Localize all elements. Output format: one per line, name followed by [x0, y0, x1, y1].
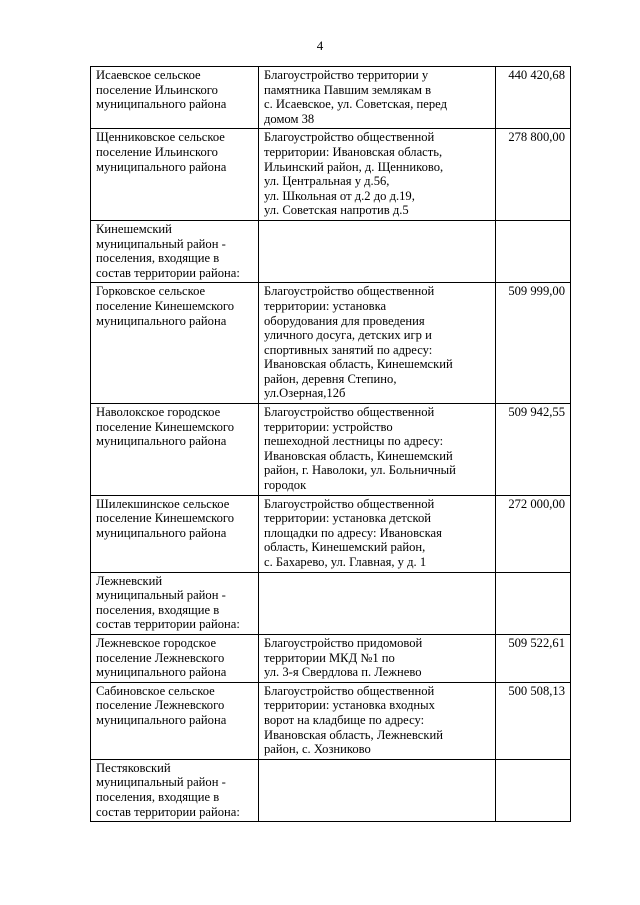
municipality-line: поселение Лежневского: [96, 650, 225, 665]
municipality-line: муниципального района: [96, 525, 227, 540]
municipality-line: поселения, входящие в: [96, 789, 220, 804]
description-line: с. Исаевское, ул. Советская, перед: [264, 97, 447, 112]
description-line: район, г. Наволоки, ул. Больничный: [264, 463, 456, 478]
description-cell: [259, 220, 496, 282]
description-cell: [259, 129, 496, 221]
municipality-cell: [91, 129, 259, 221]
description-line: территории: устройство: [264, 419, 393, 434]
municipality-line: поселение Лежневского: [96, 698, 225, 713]
description-line: Благоустройство общественной: [264, 284, 435, 299]
table-row: [91, 67, 571, 129]
description-cell: [259, 682, 496, 759]
table-row: [91, 404, 571, 496]
description-cell: [259, 67, 496, 129]
municipality-cell: [91, 682, 259, 759]
municipality-line: Наволокское городское: [96, 405, 221, 420]
table-row: [91, 759, 571, 821]
amount-cell: 278 800,00: [496, 129, 571, 221]
municipality-line: поселение Кинешемского: [96, 511, 235, 526]
description-line: Благоустройство придомовой: [264, 635, 423, 650]
description-cell: [259, 404, 496, 496]
table-row: [91, 220, 571, 282]
description-line: с. Бахарево, ул. Главная, у д. 1: [264, 555, 427, 569]
description-line: площадки по адресу: Ивановская: [264, 525, 442, 540]
municipality-line: муниципального района: [96, 665, 227, 680]
description-line: Благоустройство общественной: [264, 496, 435, 511]
municipality-cell: [91, 67, 259, 129]
description-line: Благоустройство общественной: [264, 683, 435, 698]
description-line: ул. Центральная у д.56,: [264, 174, 390, 189]
amount-cell: 509 942,55: [496, 404, 571, 496]
description-line: Благоустройство общественной: [264, 405, 435, 420]
description-line: Ивановская область, Кинешемский: [264, 448, 453, 463]
table-row: [91, 634, 571, 682]
table-row: [91, 682, 571, 759]
description-line: район, с. Хозниково: [264, 742, 371, 757]
description-line: ул. Школьная от д.2 до д.19,: [264, 188, 415, 203]
amount-cell: 509 999,00: [496, 283, 571, 404]
description-line: Ивановская область, Лежневский: [264, 727, 443, 742]
table-row: [91, 283, 571, 404]
amount-cell: [496, 572, 571, 634]
page-number: 4: [316, 38, 324, 53]
municipality-line: Кинешемский: [96, 221, 172, 236]
municipality-line: муниципального района: [96, 434, 227, 449]
description-line: домом 38: [264, 111, 315, 126]
municipality-line: поселение Кинешемского: [96, 298, 235, 313]
amount-cell: 272 000,00: [496, 495, 571, 572]
municipality-line: Исаевское сельское: [96, 68, 201, 82]
municipality-line: поселения, входящие в: [96, 602, 220, 617]
municipality-cell: [91, 572, 259, 634]
table-row: [91, 129, 571, 221]
municipality-line: поселения, входящие в: [96, 251, 220, 266]
description-line: ул.Озерная,12б: [264, 386, 346, 401]
municipality-cell: [91, 495, 259, 572]
description-line: район, деревня Степино,: [264, 371, 397, 386]
municipality-line: Лежневское городское: [96, 635, 217, 650]
description-line: оборудования для проведения: [264, 313, 425, 328]
description-line: территории: Ивановская область,: [264, 144, 443, 159]
amount-cell: 500 508,13: [496, 682, 571, 759]
description-cell: [259, 759, 496, 821]
municipality-line: Сабиновское сельское: [96, 683, 215, 698]
description-line: ул. 3-я Свердлова п. Лежнево: [264, 665, 422, 680]
municipality-cell: [91, 283, 259, 404]
municipality-line: поселение Ильинского: [96, 82, 218, 97]
table-body: [91, 67, 571, 822]
municipality-line: муниципального района: [96, 97, 227, 112]
municipality-line: поселение Ильинского: [96, 144, 218, 159]
description-line: городок: [264, 478, 307, 493]
municipality-cell: [91, 404, 259, 496]
municipality-cell: [91, 220, 259, 282]
table-row: [91, 495, 571, 572]
description-line: спортивных занятий по адресу:: [264, 342, 433, 357]
description-line: Ильинский район, д. Щенниково,: [264, 159, 444, 174]
municipality-line: муниципального района: [96, 313, 227, 328]
municipality-line: муниципальный район -: [96, 236, 226, 251]
description-cell: [259, 283, 496, 404]
municipality-cell: [91, 634, 259, 682]
description-line: территории: установка детской: [264, 511, 432, 526]
municipality-line: Щенниковское сельское: [96, 130, 225, 145]
municipality-line: Шилекшинское сельское: [96, 496, 230, 511]
municipality-line: Пестяковский: [96, 760, 171, 775]
description-line: уличного досуга, детских игр и: [264, 328, 432, 343]
table-row: [91, 572, 571, 634]
description-cell: [259, 572, 496, 634]
description-line: ворот на кладбище по адресу:: [264, 712, 425, 727]
amount-cell: [496, 220, 571, 282]
description-line: памятника Павшим землякам в: [264, 82, 432, 97]
description-line: Благоустройство территории у: [264, 68, 429, 82]
description-line: территории: установка входных: [264, 698, 435, 713]
municipality-line: состав территории района:: [96, 804, 240, 819]
description-line: территории: установка: [264, 298, 387, 313]
description-line: территории МКД №1 по: [264, 650, 395, 665]
municipality-line: Горковское сельское: [96, 284, 206, 299]
municipality-line: Лежневский: [96, 573, 163, 588]
municipality-line: муниципальный район -: [96, 775, 226, 790]
description-line: пешеходной лестницы по адресу:: [264, 434, 444, 449]
amount-cell: 440 420,68: [496, 67, 571, 129]
municipality-line: муниципального района: [96, 159, 227, 174]
description-line: Ивановская область, Кинешемский: [264, 357, 453, 372]
municipality-line: поселение Кинешемского: [96, 419, 235, 434]
municipality-line: муниципального района: [96, 712, 227, 727]
description-cell: [259, 495, 496, 572]
municipality-line: муниципальный район -: [96, 588, 226, 603]
description-line: область, Кинешемский район,: [264, 540, 426, 555]
amount-cell: 509 522,61: [496, 634, 571, 682]
municipality-line: состав территории района:: [96, 617, 240, 632]
description-line: ул. Советская напротив д.5: [264, 203, 409, 218]
description-line: Благоустройство общественной: [264, 130, 435, 145]
funding-table: [90, 66, 571, 822]
municipality-line: состав территории района:: [96, 265, 240, 280]
amount-cell: [496, 759, 571, 821]
municipality-cell: [91, 759, 259, 821]
description-cell: [259, 634, 496, 682]
